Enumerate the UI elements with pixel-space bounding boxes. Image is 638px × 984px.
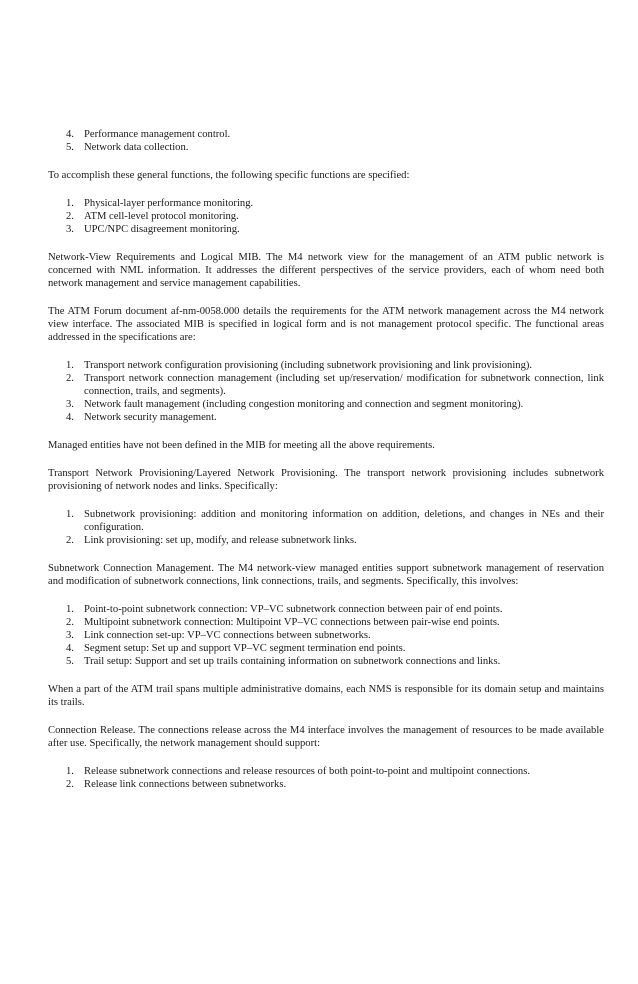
paragraph-transport-provisioning: Transport Network Provisioning/Layered Network Provisioning. The transport network provisioning includes subnetwork provisioning of network nodes and links. Specifically:	[48, 468, 604, 492]
list-subnetwork-connection	[48, 603, 604, 668]
list-item: 4. Segment setup: Set up and support VP–VC segment termination end points.	[66, 643, 406, 654]
list-item: 1. Release subnetwork connections and release resources of both point-to-point and multipoint connections.	[66, 766, 530, 777]
paragraph-atm-forum: The ATM Forum document af-nm-0058.000 details the requirements for the ATM network management across the M4 network view interface. The associated MIB is specified in logical form and is not management protocol specific. The functional areas addressed in the specifications are:	[48, 306, 604, 343]
list-item: 2. Release link connections between subnetworks.	[66, 779, 287, 790]
list-item: 1. Point-to-point subnetwork connection: VP–VC subnetwork connection between pair of end points.	[66, 604, 503, 615]
page-content	[48, 128, 604, 791]
list-item: 1. Subnetwork provisioning: addition and monitoring information on addition, deletions, and changes in NEs and their configuration.	[66, 509, 604, 533]
list-specific-functions	[48, 197, 604, 236]
list-transport-provisioning	[48, 508, 604, 547]
paragraph-managed-entities: Managed entities have not been defined in the MIB for meeting all the above requirements.	[48, 440, 435, 451]
list-item: 1. Physical-layer performance monitoring.	[66, 198, 254, 209]
list-general-functions	[48, 128, 604, 154]
list-connection-release	[48, 765, 604, 791]
paragraph-network-view: Network-View Requirements and Logical MIB. The M4 network view for the management of an ATM public network is concerned with NML information. It addresses the different perspectives of the service providers, each of whom need both network management and service management capabilities.	[48, 252, 604, 289]
list-item: 4. Performance management control.	[66, 129, 231, 140]
list-item: 2. Multipoint subnetwork connection: Multipoint VP–VC connections between pair-wise end points.	[66, 617, 500, 628]
paragraph-connection-release: Connection Release. The connections release across the M4 interface involves the management of resources to be made available after use. Specifically, the network management should support:	[48, 725, 604, 749]
paragraph-subnetwork-connection: Subnetwork Connection Management. The M4 network-view managed entities support subnetwork management of reservation and modification of subnetwork connections, link connections, trails, and segments. Specifically, this involves:	[48, 563, 604, 587]
paragraph-accomplish: To accomplish these general functions, the following specific functions are specified:	[48, 170, 410, 181]
list-item: 2. Link provisioning: set up, modify, and release subnetwork links.	[66, 535, 357, 546]
list-item: 3. UPC/NPC disagreement monitoring.	[66, 224, 240, 235]
list-item: 2. Transport network connection management (including set up/reservation/ modification for subnetwork connection, link connection, trails, and segments).	[66, 373, 604, 397]
list-item: 3. Link connection set-up: VP–VC connections between subnetworks.	[66, 630, 371, 641]
list-item: 3. Network fault management (including congestion monitoring and connection and segment monitoring).	[66, 399, 524, 410]
list-item: 2. ATM cell-level protocol monitoring.	[66, 211, 239, 222]
list-item: 5. Trail setup: Support and set up trails containing information on subnetwork connections and links.	[66, 656, 501, 667]
list-item: 4. Network security management.	[66, 412, 217, 423]
list-item: 5. Network data collection.	[66, 142, 189, 153]
paragraph-atm-trail: When a part of the ATM trail spans multiple administrative domains, each NMS is responsible for its domain setup and maintains its trails.	[48, 684, 604, 708]
list-functional-areas	[48, 359, 604, 424]
list-item: 1. Transport network configuration provisioning (including subnetwork provisioning and link provisioning).	[66, 360, 533, 371]
